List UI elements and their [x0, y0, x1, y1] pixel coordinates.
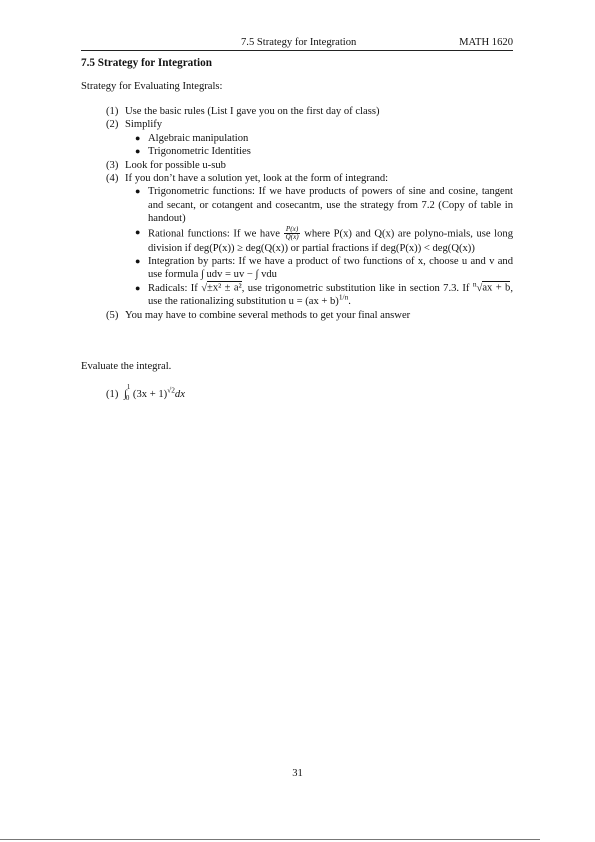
- list-item: ● Rational functions: If we have $\frac{P(x)}{Q(x)}$ where P(x) and Q(x) are polyno-mials, use long division if deg(P(x)) ≥ deg(Q(x)) or partial fractions if deg(P(x)) < deg(Q(x)): [135, 224, 513, 254]
- step-number: (3): [106, 159, 119, 171]
- section-title: 7.5 Strategy for Integration: [81, 57, 212, 69]
- step-5: [106, 309, 513, 322]
- integral-sign: ∫: [124, 389, 127, 400]
- radical-expression: ±x² ± a²: [207, 282, 242, 294]
- step-number: (2): [106, 119, 119, 131]
- step-number: (1): [106, 106, 119, 117]
- step-number: (5): [106, 309, 119, 321]
- bullet-icon: ●: [135, 226, 141, 237]
- bullet-icon: ●: [135, 282, 141, 293]
- intro-text: Strategy for Evaluating Integrals:: [81, 81, 223, 92]
- header-section: 7.5 Strategy for Integration: [241, 37, 357, 48]
- step-2: [106, 118, 513, 131]
- step-text: If you don’t have a solution yet, look at the form of integrand:: [125, 173, 389, 185]
- integration-by-parts-text: Integration by parts: If we have a product of two functions of x, choose u and v and use formula ∫ udv = uv − ∫ vdu: [148, 256, 513, 281]
- radical-expression: ax + b: [482, 282, 511, 294]
- trig-functions-text: Trigonometric functions: If we have products of powers of sine and cosine, tangent and secant, or cotangent and cosecantm, use the strategy from 7.2 (Copy of table in handout): [148, 186, 513, 225]
- bullet-icon: ●: [135, 256, 141, 267]
- exercise-prompt: Evaluate the integral.: [81, 361, 172, 372]
- radical-symbol: √: [201, 282, 208, 294]
- step-text: Use the basic rules (List I gave you on the first day of class): [125, 106, 380, 117]
- radical-symbol: √: [476, 282, 483, 294]
- rational-functions-text: where P(x) and Q(x) are polyno-mials, use long division if deg(P(x)) ≥ deg(Q(x)) or partial fractions if deg(P(x)) < deg(Q(x)): [148, 228, 513, 254]
- step-4: [106, 172, 513, 185]
- root-index: n: [472, 279, 477, 289]
- list-item: [125, 185, 513, 225]
- running-header: [81, 36, 513, 51]
- page-edge-divider: [0, 839, 540, 840]
- strategy-list: [106, 105, 513, 322]
- bullet-icon: ●: [135, 132, 141, 143]
- exercise-1: [106, 383, 185, 402]
- step-1: [106, 105, 513, 118]
- header-course: MATH 1620: [459, 37, 513, 48]
- differential: dx: [174, 389, 185, 400]
- page-number: 31: [292, 768, 303, 779]
- step-2-bullets: [106, 132, 513, 159]
- step-number: (4): [106, 173, 119, 185]
- list-item: ● Radicals: If √±x² ± a², use trigonometric substitution like in section 7.3. If $^n$√ax + b, use the rationalizing substitution u = (ax + b)$^{1/n}$.: [135, 279, 513, 308]
- bullet-icon: ●: [135, 186, 141, 197]
- step-4-bullets: [106, 185, 513, 308]
- bullet-icon: ●: [135, 146, 141, 157]
- step-text: Look for possible u-sub: [125, 159, 226, 171]
- list-item: ● Trigonometric Identities: [135, 146, 251, 158]
- exponent: √2: [167, 385, 175, 395]
- step-text: You may have to combine several methods to get your final answer: [125, 309, 411, 321]
- list-item: [125, 255, 513, 282]
- list-item: ● Algebraic manipulation: [135, 132, 249, 144]
- fraction-p-over-q: $\frac{P(x)}{Q(x)}$: [285, 224, 299, 242]
- integrand: (3x + 1): [132, 389, 168, 400]
- step-3: [106, 159, 513, 172]
- integral-limits: 1 0: [125, 383, 131, 402]
- exercise-number: (1): [106, 389, 119, 400]
- step-text: Simplify: [125, 119, 163, 131]
